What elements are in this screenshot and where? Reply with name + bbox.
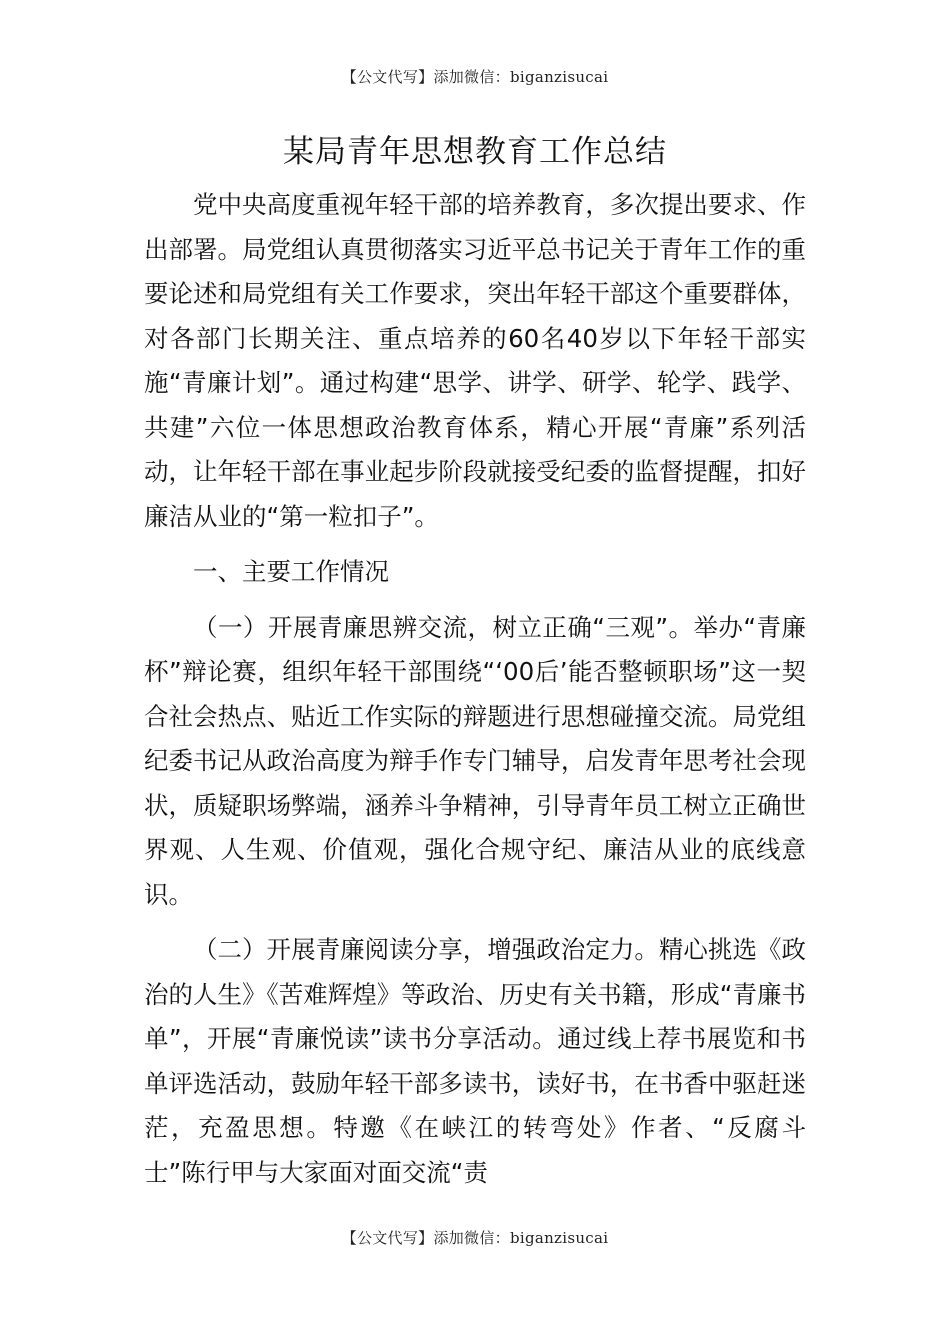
section-paragraph-1: （一）开展青廉思辨交流，树立正确“三观”。举办“青廉杯”辩论赛，组织年轻干部围绕“‘00后’能否整顿职场”这一契合社会热点、贴近工作实际的辩题进行思想碰撞交流。局党组纪委书记从政治高度为辩手作专门辅导，启发青年思考社会现状，质疑职场弊端，涵养斗争精神，引导青年员工树立正确世界观、人生观、价值观，强化合规守纪、廉洁从业的底线意识。 — [144, 612, 806, 909]
intro-paragraph: 党中央高度重视年轻干部的培养教育，多次提出要求、作出部署。局党组认真贯彻落实习近平总书记关于青年工作的重要论述和局党组有关工作要求，突出年轻干部这个重要群体，对各部门长期关注、重点培养的60名40岁以下年轻干部实施“青廉计划”。通过构建“思学、讲学、研学、轮学、践学、共建”六位一体思想政治教育体系，精心开展“青廉”系列活动，让年轻干部在事业起步阶段就接受纪委的监督提醒，扣好廉洁从业的“第一粒扣子”。 — [144, 190, 806, 531]
page-header: 【公文代写】添加微信：biganzisucai — [341, 68, 609, 86]
document-body — [144, 183, 806, 1195]
page-footer: 【公文代写】添加微信：biganzisucai — [341, 1229, 609, 1247]
section-paragraph-2: （二）开展青廉阅读分享，增强政治定力。精心挑选《政治的人生》《苦难辉煌》等政治、历史有关书籍，形成“青廉书单”，开展“青廉悦读”读书分享活动。通过线上荐书展览和书单评选活动，鼓励年轻干部多读书，读好书，在书香中驱赶迷茫，充盈思想。特邀《在峡江的转弯处》作者、“反腐斗士”陈行甲与大家面对面交流“责 — [144, 935, 806, 1187]
document-title: 某局青年思想教育工作总结 — [283, 134, 667, 170]
section-heading: 一、主要工作情况 — [193, 557, 389, 586]
